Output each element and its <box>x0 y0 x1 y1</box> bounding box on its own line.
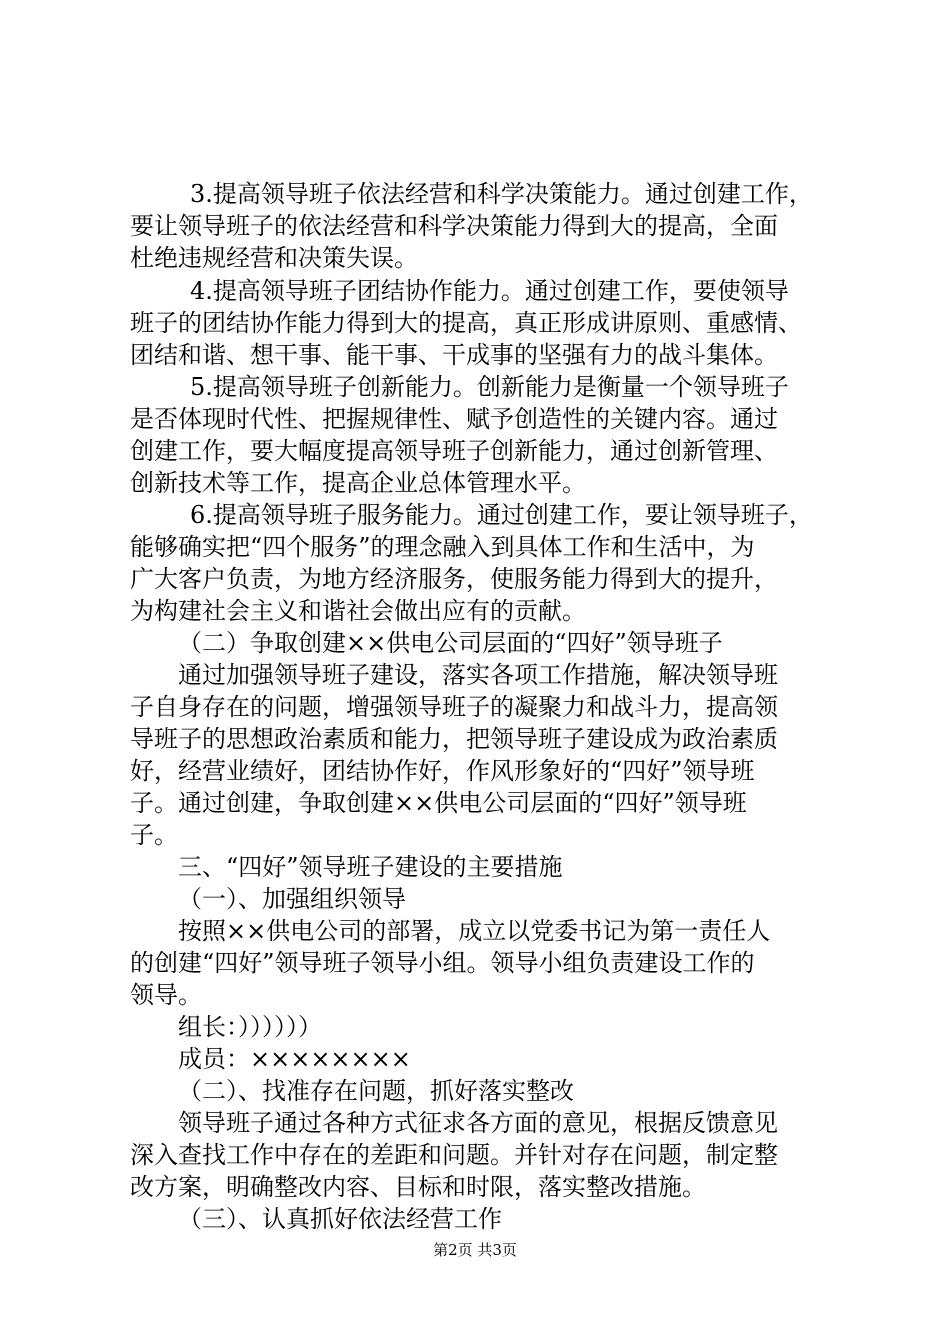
text-line: 按照××供电公司的部署，成立以党委书记为第一责任人 <box>178 917 771 945</box>
subsection-heading: （三）、认真抓好依法经营工作 <box>178 1205 502 1233</box>
text-line: 5.提高领导班子创新能力。创新能力是衡量一个领导班子 <box>190 373 789 401</box>
text-line: 的创建“四好”领导班子领导小组。领导小组负责建设工作的 <box>130 949 755 977</box>
text-line: 成员：×××××××× <box>178 1045 411 1073</box>
text-line: 能够确实把“四个服务”的理念融入到具体工作和生活中，为 <box>130 533 755 561</box>
text-line: 子自身存在的问题，增强领导班子的凝聚力和战斗力，提高领 <box>130 693 778 721</box>
text-line: 深入查找工作中存在的差距和问题。并针对存在问题，制定整 <box>130 1141 778 1169</box>
text-line: 为构建社会主义和谐社会做出应有的贡献。 <box>130 597 586 625</box>
text-line: 导班子的思想政治素质和能力，把领导班子建设成为政治素质 <box>130 725 778 753</box>
text-line: 杜绝违规经营和决策失误。 <box>130 244 418 272</box>
text-line: 班子的团结协作能力得到大的提高，真正形成讲原则、重感情、 <box>130 309 802 337</box>
section-heading: （二）争取创建××供电公司层面的“四好”领导班子 <box>178 629 723 657</box>
text-line: 3.提高领导班子依法经营和科学决策能力。通过创建工作， <box>190 180 813 208</box>
text-line: 4.提高领导班子团结协作能力。通过创建工作，要使领导 <box>190 277 789 305</box>
section-heading: 三、“四好”领导班子建设的主要措施 <box>178 853 563 881</box>
text-line: 创建工作，要大幅度提高领导班子创新能力，通过创新管理、 <box>130 437 778 465</box>
text-line: 要让领导班子的依法经营和科学决策能力得到大的提高，全面 <box>130 212 778 240</box>
text-line: 领导班子通过各种方式征求各方面的意见，根据反馈意见 <box>178 1109 778 1137</box>
text-line: 通过加强领导班子建设，落实各项工作措施，解决领导班 <box>178 661 778 689</box>
text-line: 广大客户负责，为地方经济服务，使服务能力得到大的提升， <box>130 565 778 593</box>
text-line: 子。 <box>130 821 178 849</box>
text-line: 6.提高领导班子服务能力。通过创建工作，要让领导班子， <box>190 501 813 529</box>
text-line: 改方案，明确整改内容、目标和时限，落实整改措施。 <box>130 1173 706 1201</box>
text-line: 创新技术等工作，提高企业总体管理水平。 <box>130 469 586 497</box>
subsection-heading: （二）、找准存在问题，抓好落实整改 <box>178 1077 574 1105</box>
text-line: 好，经营业绩好，团结协作好，作风形象好的“四好”领导班 <box>130 757 755 785</box>
text-line: 是否体现时代性、把握规律性、赋予创造性的关键内容。通过 <box>130 405 778 433</box>
text-line: 领导。 <box>130 981 202 1009</box>
page-number-footer: 第2页 共3页 <box>433 1241 517 1259</box>
subsection-heading: （一）、加强组织领导 <box>178 885 406 913</box>
text-line: 团结和谐、想干事、能干事、干成事的坚强有力的战斗集体。 <box>130 341 778 369</box>
text-line: 组长：）））））） <box>178 1013 322 1041</box>
text-line: 子。通过创建，争取创建××供电公司层面的“四好”领导班 <box>130 789 747 817</box>
